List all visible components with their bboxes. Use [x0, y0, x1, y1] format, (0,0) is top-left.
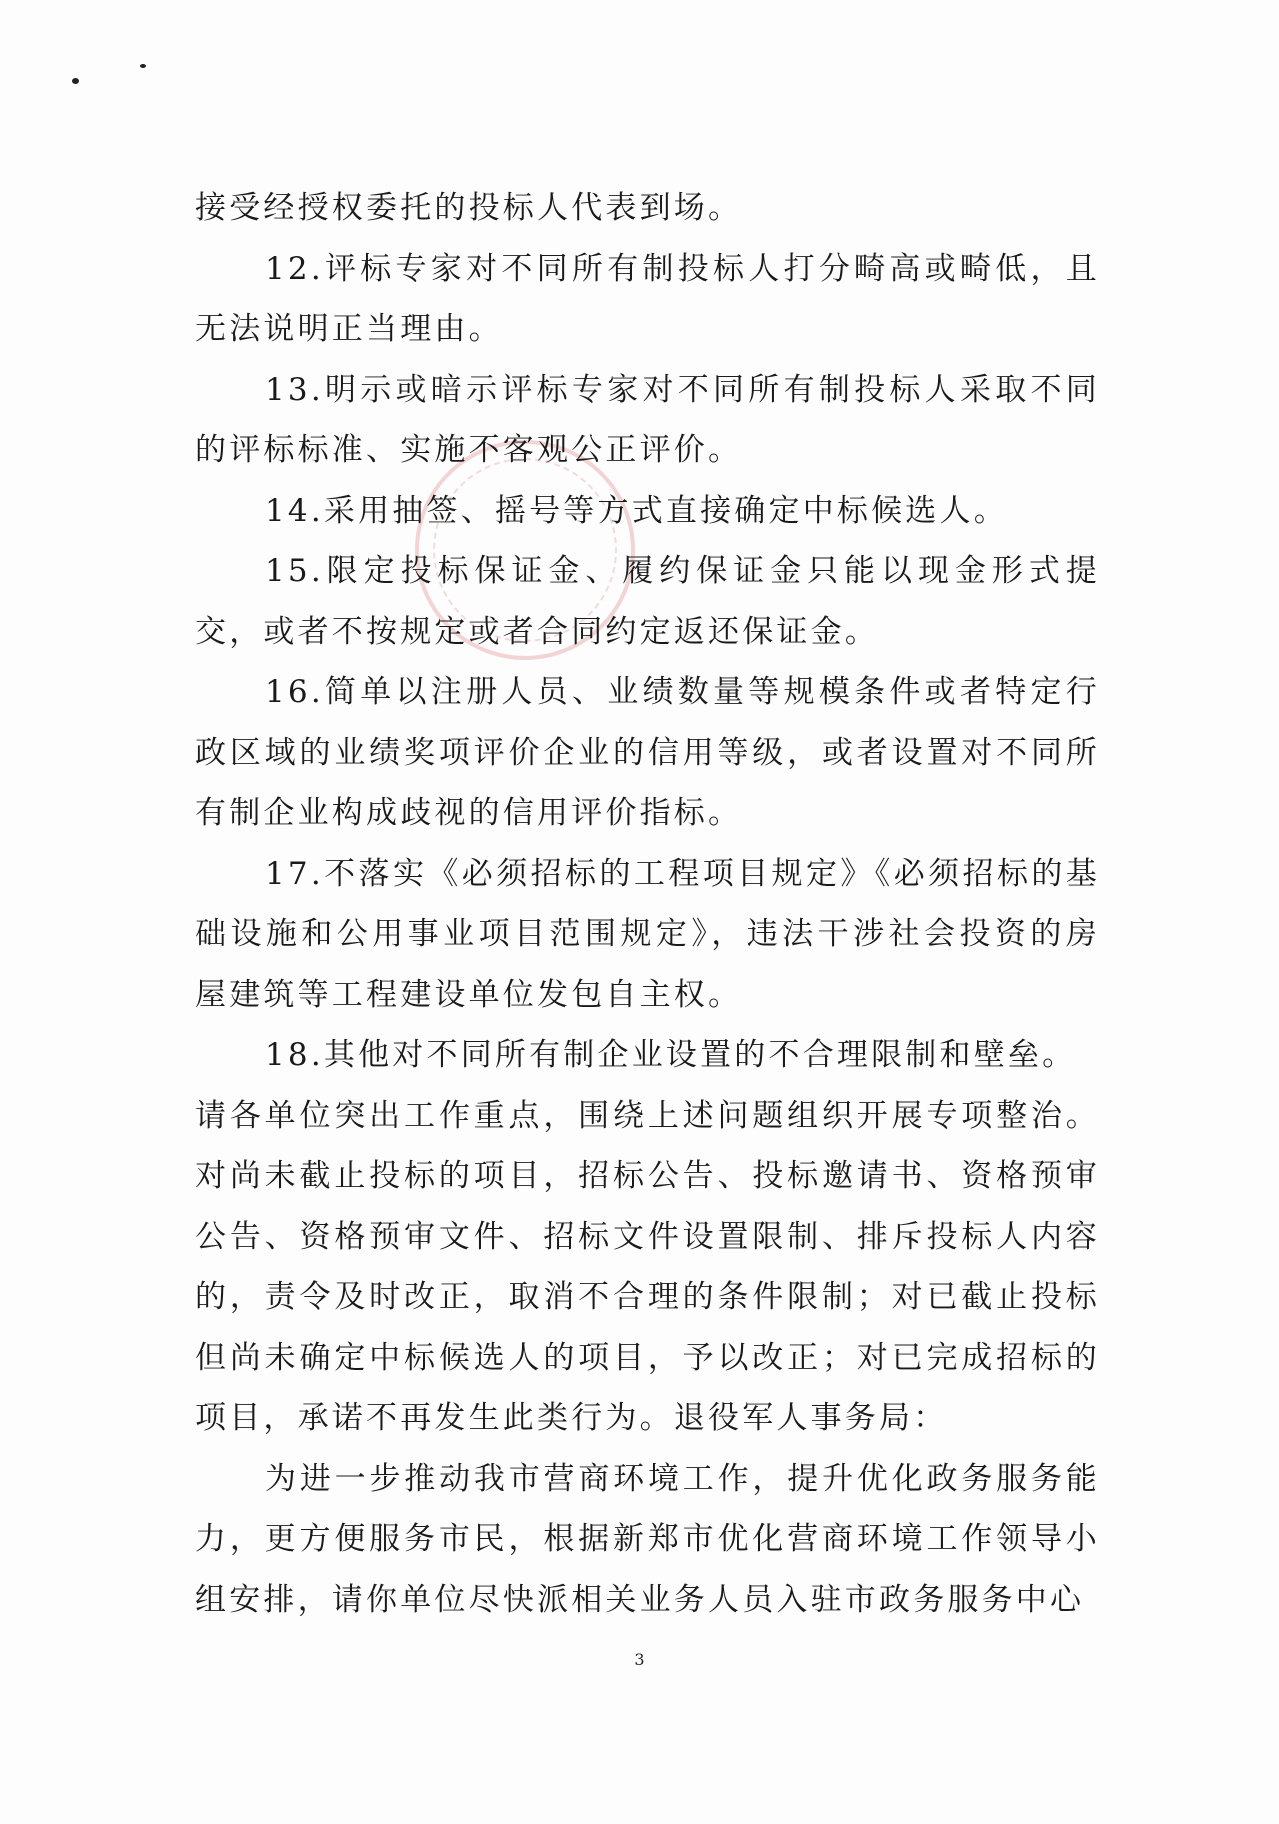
paragraph-item-17: 17.不落实《必须招标的工程项目规定》《必须招标的基础设施和公用事业项目范围规定》，违法干涉社会投资的房屋建筑等工程建设单位发包自主权。	[195, 855, 1100, 1013]
scan-speck	[72, 78, 79, 84]
paragraph-item-13: 13.明示或暗示评标专家对不同所有制投标人采取不同的评标标准、实施不客观公正评价。	[195, 371, 1100, 468]
paragraph-continuation: 接受经授权委托的投标人代表到场。	[195, 190, 743, 226]
paragraph-item-15: 15.限定投标保证金、履约保证金只能以现金形式提交，或者不按规定或者合同约定返还保证金。	[195, 553, 1100, 650]
scan-speck	[140, 64, 146, 68]
paragraph-instructions: 请各单位突出工作重点，围绕上述问题组织开展专项整治。对尚未截止投标的项目，招标公告、投标邀请书、资格预审公告、资格预审文件、招标文件设置限制、排斥投标人内容的，责令及时改正，取消不合理的条件限制；对已截止投标但尚未确定中标候选人的项目，予以改正；对已完成招标的项目，承诺不再发生此类行为。退役军人事务局：	[195, 1097, 1100, 1436]
paragraph-business-environment: 为进一步推动我市营商环境工作，提升优化政务服务能力，更方便服务市民，根据新郑市优化营商环境工作领导小组安排，请你单位尽快派相关业务人员入驻市政务服务中心	[195, 1460, 1100, 1618]
page-number: 3	[634, 1650, 645, 1669]
paragraph-item-12: 12.评标专家对不同所有制投标人打分畸高或畸低，且无法说明正当理由。	[195, 250, 1100, 347]
document-body	[195, 178, 1100, 1630]
paragraph-item-14: 14.采用抽签、摇号等方式直接确定中标候选人。	[265, 492, 1008, 529]
paragraph-item-16: 16.简单以注册人员、业绩数量等规模条件或者特定行政区域的业绩奖项评价企业的信用等级，或者设置对不同所有制企业构成歧视的信用评价指标。	[195, 674, 1100, 831]
paragraph-item-18: 18.其他对不同所有制企业设置的不合理限制和壁垒。	[265, 1037, 1077, 1073]
